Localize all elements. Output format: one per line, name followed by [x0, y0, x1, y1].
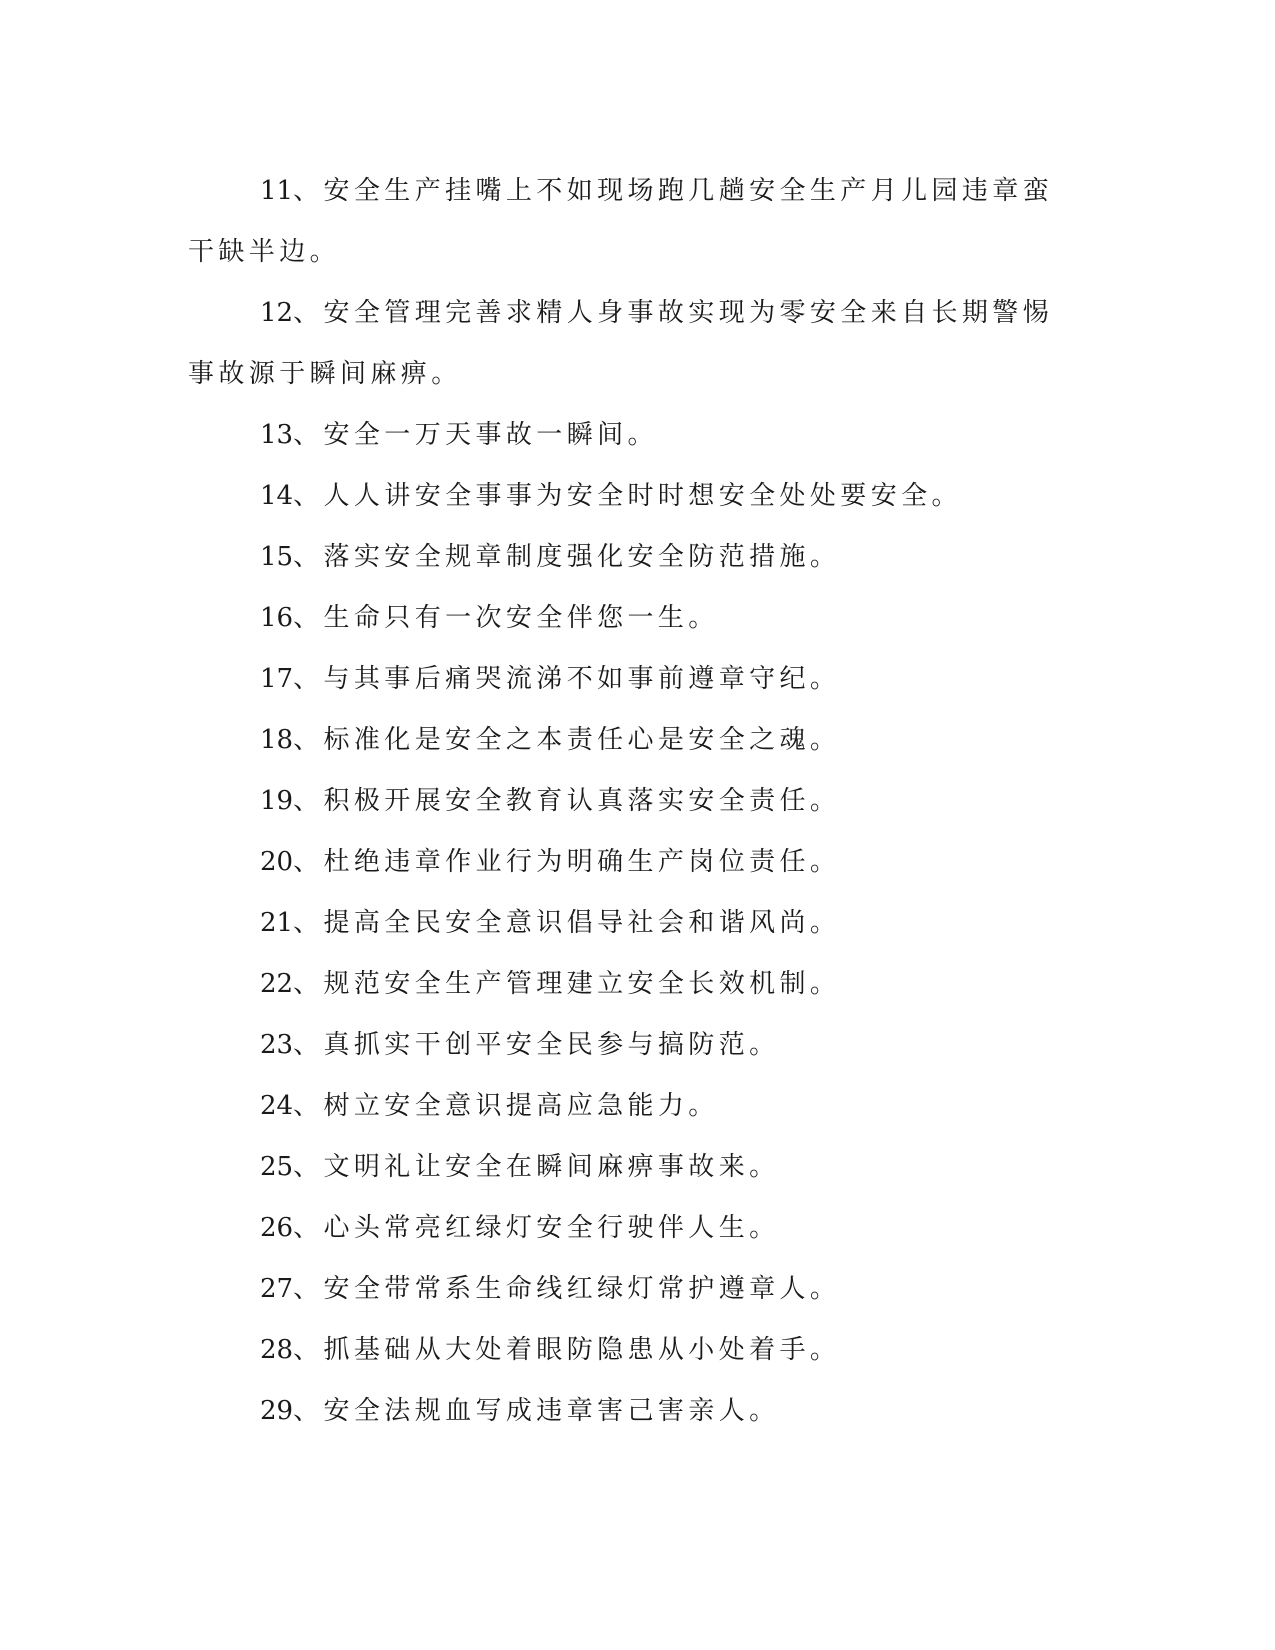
- item-text: 、安全法规血写成违章害己害亲人。: [293, 1396, 780, 1426]
- list-item: [188, 954, 1078, 1015]
- item-text: 、规范安全生产管理建立安全长效机制。: [293, 969, 841, 999]
- item-text: 、标准化是安全之本责任心是安全之魂。: [293, 725, 841, 755]
- item-number: 14: [260, 481, 294, 511]
- list-item: [188, 710, 1078, 771]
- list-item: [188, 527, 1078, 588]
- list-item: [188, 649, 1078, 710]
- item-number: 24: [260, 1091, 294, 1121]
- document-body: [188, 161, 1078, 1442]
- item-text: 、积极开展安全教育认真落实安全责任。: [293, 786, 841, 816]
- item-number: 18: [260, 725, 294, 755]
- list-item: [188, 283, 1078, 405]
- item-text: 、提高全民安全意识倡导社会和谐风尚。: [293, 908, 841, 938]
- list-item: [188, 1320, 1078, 1381]
- list-item: [188, 405, 1078, 466]
- item-number: 25: [260, 1152, 294, 1182]
- list-item: [188, 771, 1078, 832]
- list-item: [188, 161, 1078, 283]
- item-text: 、抓基础从大处着眼防隐患从小处着手。: [293, 1335, 841, 1365]
- item-number: 16: [260, 603, 294, 633]
- item-text: 、心头常亮红绿灯安全行驶伴人生。: [293, 1213, 780, 1243]
- item-number: 17: [260, 664, 294, 694]
- item-number: 23: [260, 1030, 294, 1060]
- item-text: 、人人讲安全事事为安全时时想安全处处要安全。: [293, 481, 962, 511]
- item-text: 、安全一万天事故一瞬间。: [293, 420, 658, 450]
- item-text: 、安全生产挂嘴上不如现场跑几趟安全生产月儿园违章蛮干缺半边。: [188, 176, 1054, 267]
- item-text: 、文明礼让安全在瞬间麻痹事故来。: [293, 1152, 780, 1182]
- item-text: 、树立安全意识提高应急能力。: [293, 1091, 719, 1121]
- item-text: 、安全管理完善求精人身事故实现为零安全来自长期警惕事故源于瞬间麻痹。: [188, 298, 1054, 389]
- list-item: [188, 588, 1078, 649]
- item-number: 21: [260, 908, 294, 938]
- list-item: [188, 1259, 1078, 1320]
- list-item: [188, 1381, 1078, 1442]
- item-number: 20: [260, 847, 294, 877]
- item-number: 12: [260, 298, 294, 328]
- list-item: [188, 893, 1078, 954]
- item-number: 28: [260, 1335, 294, 1365]
- list-item: [188, 1076, 1078, 1137]
- item-text: 、安全带常系生命线红绿灯常护遵章人。: [293, 1274, 841, 1304]
- list-item: [188, 832, 1078, 893]
- list-item: [188, 1015, 1078, 1076]
- item-number: 29: [260, 1396, 294, 1426]
- list-item: [188, 1137, 1078, 1198]
- list-item: [188, 466, 1078, 527]
- item-text: 、真抓实干创平安全民参与搞防范。: [293, 1030, 780, 1060]
- item-text: 、落实安全规章制度强化安全防范措施。: [293, 542, 841, 572]
- item-number: 13: [260, 420, 294, 450]
- item-number: 22: [260, 969, 294, 999]
- item-number: 26: [260, 1213, 294, 1243]
- item-text: 、与其事后痛哭流涕不如事前遵章守纪。: [293, 664, 841, 694]
- item-number: 19: [260, 786, 294, 816]
- item-number: 15: [260, 542, 294, 572]
- item-number: 27: [260, 1274, 294, 1304]
- item-number: 11: [260, 176, 294, 206]
- item-text: 、生命只有一次安全伴您一生。: [293, 603, 719, 633]
- list-item: [188, 1198, 1078, 1259]
- item-text: 、杜绝违章作业行为明确生产岗位责任。: [293, 847, 841, 877]
